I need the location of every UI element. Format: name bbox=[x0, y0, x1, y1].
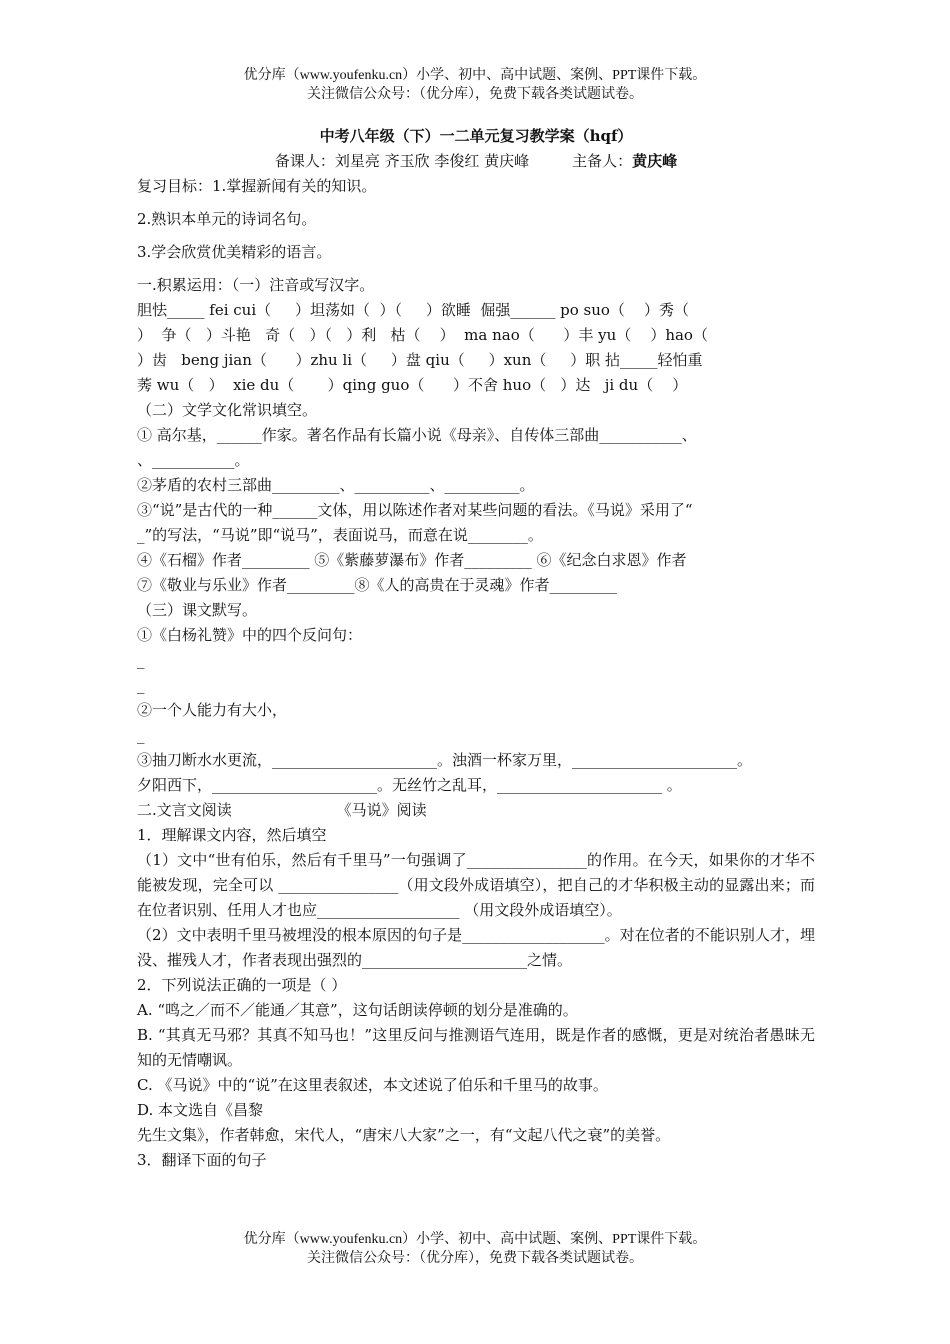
section-1-title: 一.积累运用：（一）注音或写汉字。 bbox=[137, 276, 375, 294]
question-1b: （2）文中表明千里马被埋没的根本原因的句子是___________________。对在位者的不能识别人才，埋没、摧残人才，作者表现出强烈的______________________之情。 bbox=[137, 926, 815, 969]
header-line-2: 关注微信公众号：（优分库），免费下载各类试题试卷。 bbox=[307, 87, 643, 102]
question-1: 1．理解课文内容，然后填空 bbox=[137, 826, 327, 844]
literature-item-5: ⑦《敬业与乐业》作者_________⑧《人的高贵在于灵魂》作者_________ bbox=[137, 576, 618, 594]
authors-line bbox=[137, 149, 815, 174]
section-1b-title: （二）文学文化常识填空。 bbox=[137, 401, 318, 419]
answer-blank-1: _ bbox=[137, 651, 145, 669]
recitation-3: ③抽刀断水水更流，______________________。浊酒一杯家万里，______________________。 bbox=[137, 751, 753, 769]
option-d-cont: 先生文集》，作者韩愈，宋代人，“唐宋八大家”之一，有“文起八代之衰”的美誉。 bbox=[137, 1126, 671, 1144]
literature-item-4: ④《石榴》作者_________ ⑤《紫藤萝瀑布》作者_________ ⑥《纪念白求恩》作者 bbox=[137, 551, 687, 569]
header-line-1: 优分库（www.youfenku.cn）小学、初中、高中试题、案例、PPT课件下载。 bbox=[243, 68, 707, 83]
question-2: 2．下列说法正确的一项是（ ） bbox=[137, 976, 347, 994]
pinyin-line-3: ）齿 beng jian（ ）zhu li（ ）盘 qiu（ ）xun（ ）职 拈_____轻怕重 bbox=[137, 351, 703, 369]
pinyin-line-1: 胆怯_____ fei cui（ ）坦荡如（ ）（ ）欲睡 倔强______ po suo（ ）秀（ bbox=[137, 301, 690, 319]
goal-1: 复习目标：1.掌握新闻有关的知识。 bbox=[137, 177, 377, 195]
recitation-1: ①《白杨礼赞》中的四个反问句： bbox=[137, 626, 363, 644]
question-3: 3．翻译下面的句子 bbox=[137, 1151, 267, 1169]
pinyin-line-2: ） 争（ ）斗艳 奇（ ）（ ）利 枯（ ） ma nao（ ）丰 yu（ ）hao（ bbox=[137, 326, 708, 344]
option-c: C. 《马说》中的“说”在这里表叙述，本文述说了伯乐和千里马的故事。 bbox=[137, 1076, 608, 1094]
document-body bbox=[137, 124, 815, 1173]
document-title: 中考八年级（下）一二单元复习教学案（hqf） bbox=[319, 127, 633, 145]
pinyin-line-4: 莠 wu（ ） xie du（ ）qing guo（ ）不舍 huo（ ）达 ji du（ ） bbox=[137, 376, 688, 394]
goal-3: 3.学会欣赏优美精彩的语言。 bbox=[137, 243, 332, 261]
recitation-3-cont: 夕阳西下，______________________。无丝竹之乱耳，______________________ 。 bbox=[137, 776, 682, 794]
option-a: A. “鸣之／而不／能通／其意”，这句话朗读停顿的划分是准确的。 bbox=[137, 1001, 578, 1019]
option-b: B. “其真无马邪？其真不知马也！”这里反问与推测语气连用，既是作者的感慨，更是对统治者愚昧无知的无情嘲讽。 bbox=[137, 1026, 815, 1069]
authors-label: 备课人：刘星亮 齐玉欣 李俊红 黄庆峰 主备人： bbox=[274, 152, 633, 170]
literature-item-3: ③“说”是古代的一种______文体，用以陈述作者对某些问题的看法。《马说》采用了“ bbox=[137, 501, 693, 519]
section-1c-title: （三）课文默写。 bbox=[137, 601, 258, 619]
literature-item-2: ②茅盾的农村三部曲_________、__________、__________。 bbox=[137, 476, 535, 494]
recitation-2: ②一个人能力有大小， bbox=[137, 701, 288, 719]
answer-blank-3: _ bbox=[137, 726, 145, 744]
footer-line-2: 关注微信公众号：（优分库），免费下载各类试题试卷。 bbox=[307, 1251, 643, 1266]
literature-item-1: ① 高尔基，______作家。著名作品有长篇小说《母亲》、自传体三部曲___________、 bbox=[137, 426, 697, 444]
literature-item-1-cont: 、___________。 bbox=[137, 451, 250, 469]
option-d: D. 本文选自《昌黎 bbox=[137, 1101, 264, 1119]
goal-2: 2.熟识本单元的诗词名句。 bbox=[137, 210, 317, 228]
main-author: 黄庆峰 bbox=[632, 152, 678, 170]
answer-blank-2: _ bbox=[137, 676, 145, 694]
section-2-title: 二.文言文阅读 《马说》阅读 bbox=[137, 801, 427, 819]
page-header bbox=[0, 66, 950, 104]
literature-item-3-cont: _”的写法，“马说”即“说马”，表面说马，而意在说________。 bbox=[137, 526, 543, 544]
question-1a: （1）文中“世有伯乐，然后有千里马”一句强调了________________的作用。在今天，如果你的才华不能被发现，完全可以 ________________（用文段外成语填空），把自己的才华积极主动的显露出来；而在位者识别、任用人才也应___________________ （用文段外成语填空）。 bbox=[137, 851, 815, 919]
footer-line-1: 优分库（www.youfenku.cn）小学、初中、高中试题、案例、PPT课件下载。 bbox=[243, 1232, 707, 1247]
page-footer bbox=[0, 1230, 950, 1268]
